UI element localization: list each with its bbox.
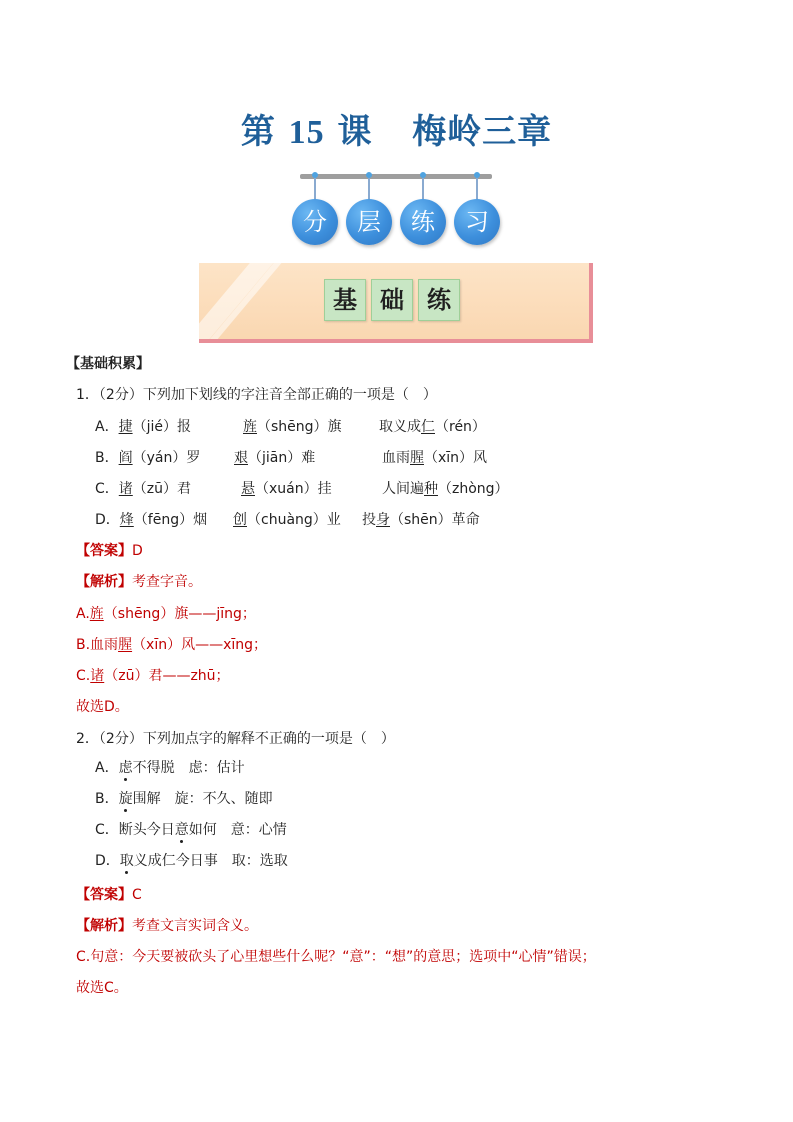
title-number: 15 (288, 114, 325, 151)
answer-label: 【答案】 (76, 543, 132, 559)
analysis-text: 考查文言实词含义。 (132, 918, 258, 934)
analysis-label: 【解析】 (76, 918, 132, 934)
tag-bubble: 练 (400, 199, 446, 245)
underlined-char: 诸 (118, 481, 133, 497)
note-text: （zū）君——zhū； (104, 668, 230, 684)
option-text: 断头今日 (118, 822, 175, 838)
q2-option-a (95, 757, 245, 777)
title-prefix: 第 (240, 112, 276, 152)
option-text: （yán）罗 (132, 450, 201, 466)
q1-note-a (76, 603, 256, 623)
section-banner (199, 263, 593, 343)
title-name: 梅岭三章 (412, 112, 553, 152)
underlined-char: 创 (233, 512, 247, 528)
hanging-peg (476, 175, 478, 201)
tag-bubble: 分 (292, 199, 338, 245)
q2-answer (76, 884, 142, 904)
option-letter: B． (95, 450, 119, 466)
q1-option-a-3 (379, 416, 486, 436)
underlined-char: 烽 (119, 512, 134, 528)
section-heading: 【基础积累】 (66, 356, 150, 372)
q2-analysis (76, 915, 258, 935)
answer-label: 【答案】 (76, 887, 132, 903)
q1-option-b-3 (382, 447, 487, 467)
option-text: （xīn）风 (424, 450, 488, 466)
analysis-text: 考查字音。 (132, 574, 202, 590)
option-text: 投 (362, 512, 376, 528)
q2-conclusion: 故选C。 (76, 980, 128, 996)
dotted-char: 取 (119, 853, 134, 869)
question-1-stem: 1．（2分）下列加下划线的字注音全部正确的一项是（ ） (76, 387, 437, 403)
note-text: （xīn）风——xīng； (132, 637, 268, 653)
option-text: （zhòng） (438, 481, 509, 497)
hanging-peg (368, 175, 370, 201)
q1-option-d-2 (233, 509, 341, 529)
dotted-char: 旋 (118, 791, 133, 807)
answer-value: D (132, 543, 143, 559)
option-text: 人间遍 (382, 481, 424, 497)
hanging-bar (300, 174, 492, 179)
option-text: 取义成 (379, 419, 421, 435)
question-2-stem: 2．（2分）下列加点字的解释不正确的一项是（ ） (76, 731, 395, 747)
q1-analysis (76, 571, 202, 591)
option-text: 血雨 (382, 450, 410, 466)
underlined-char: 阎 (118, 450, 133, 466)
q1-option-d-3 (362, 509, 480, 529)
option-text: （xuán）挂 (255, 481, 332, 497)
option-text: （jiān）难 (248, 450, 316, 466)
dotted-char: 意 (174, 822, 189, 838)
q1-note-b (76, 634, 267, 654)
option-letter: D． (95, 853, 120, 869)
option-text: （zū）君 (132, 481, 192, 497)
banner-tile: 基 (324, 279, 366, 321)
option-letter: A． (95, 760, 119, 776)
underlined-char: 腥 (410, 450, 424, 466)
option-letter: B． (95, 791, 119, 807)
underlined-char: 种 (424, 481, 438, 497)
q1-answer (76, 540, 143, 560)
note-text: （shēng）旗——jīng； (103, 606, 256, 622)
answer-value: C (132, 887, 142, 903)
q1-option-c (95, 478, 191, 498)
option-text: （rén） (435, 419, 486, 435)
option-letter: D． (95, 512, 120, 528)
note-text: B.血雨 (76, 637, 119, 653)
analysis-label: 【解析】 (76, 574, 132, 590)
q1-option-c-2 (241, 478, 332, 498)
underlined-char: 旌 (243, 419, 257, 435)
option-text: （chuàng）业 (247, 512, 341, 528)
option-letter: C． (95, 481, 119, 497)
q1-option-d (95, 509, 207, 529)
option-text: （fēng）烟 (133, 512, 208, 528)
option-letter: A． (95, 419, 119, 435)
underlined-char: 身 (376, 512, 390, 528)
q2-option-d (95, 850, 288, 870)
underlined-char: 诸 (90, 668, 105, 684)
q2-note: C.句意：今天要被砍头了心里想些什么呢？“意”：“想”的意思；选项中“心情”错误； (76, 949, 596, 965)
banner-tile: 础 (371, 279, 413, 321)
q2-option-c (95, 819, 287, 839)
q2-option-b (95, 788, 273, 808)
option-text: 义成仁今日事 取：选取 (133, 853, 288, 869)
option-text: 围解 旋：不久、随即 (132, 791, 273, 807)
option-text: （shēn）革命 (390, 512, 480, 528)
option-text: （shēng）旗 (257, 419, 342, 435)
note-text: C. (76, 668, 91, 684)
q1-option-a-2 (243, 416, 342, 436)
option-text: 不得脱 虑：估计 (132, 760, 245, 776)
option-text: 如何 意：心情 (188, 822, 287, 838)
tag-bubble: 层 (346, 199, 392, 245)
dotted-char: 虑 (118, 760, 133, 776)
q1-conclusion: 故选D。 (76, 699, 129, 715)
title-suffix: 课 (337, 112, 373, 152)
option-letter: C． (95, 822, 119, 838)
underlined-char: 旌 (89, 606, 104, 622)
q1-option-a (95, 416, 191, 436)
q1-option-b-2 (234, 447, 315, 467)
underlined-char: 捷 (118, 419, 133, 435)
tag-bubble: 习 (454, 199, 500, 245)
underlined-char: 艰 (234, 450, 248, 466)
page-title (0, 104, 793, 153)
underlined-char: 仁 (421, 419, 435, 435)
q1-option-b (95, 447, 200, 467)
hanging-peg (314, 175, 316, 201)
hanging-peg (422, 175, 424, 201)
option-text: （jié）报 (132, 419, 191, 435)
underlined-char: 悬 (241, 481, 255, 497)
q1-note-c (76, 665, 230, 685)
note-text: A. (76, 606, 90, 622)
q1-option-c-3 (382, 478, 509, 498)
banner-tile: 练 (418, 279, 460, 321)
underlined-char: 腥 (118, 637, 133, 653)
